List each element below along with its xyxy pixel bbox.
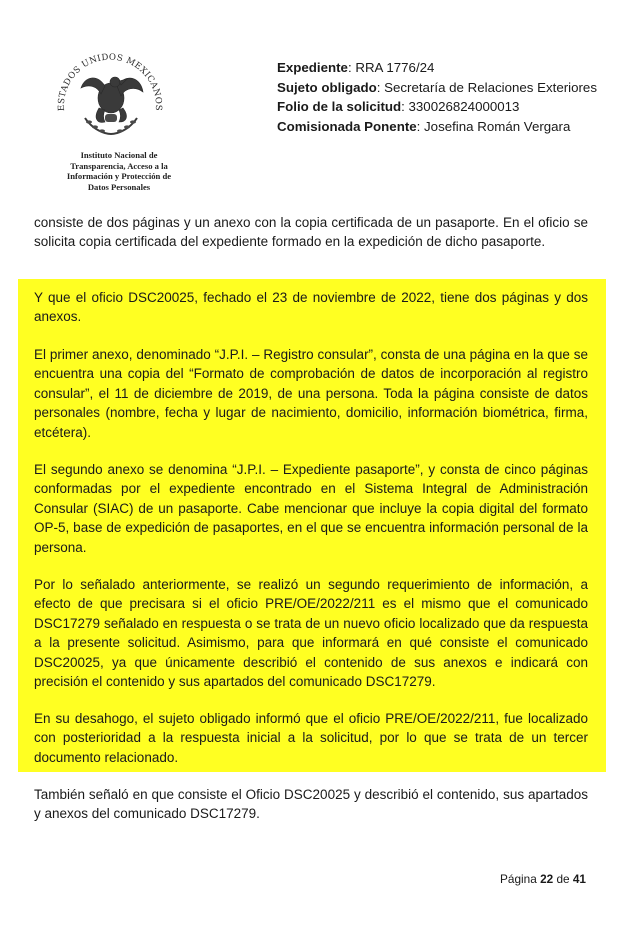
- comisionada-label: Comisionada Ponente: [277, 118, 417, 134]
- folio-value: : 330026824000013: [401, 99, 520, 114]
- page-number: [500, 872, 586, 886]
- comisionada-row: [277, 117, 599, 137]
- institute-name: [40, 150, 180, 192]
- expediente-row: [277, 58, 599, 78]
- expediente-label: Expediente: [277, 60, 348, 75]
- paragraph-oficio-dsc20025: Y que el oficio DSC20025, fechado el 23 de noviembre de 2022, tiene dos páginas y dos anexos.: [34, 290, 588, 325]
- case-metadata: [277, 58, 599, 136]
- comisionada-value: : Josefina Román Vergara: [416, 118, 571, 134]
- seal-motto: ESTADOS UNIDOS MEXICANOS: [56, 52, 164, 112]
- institute-line: Instituto Nacional de: [80, 150, 158, 160]
- sujeto-obligado-row: [277, 78, 599, 98]
- page-of: de: [556, 872, 570, 886]
- paragraph-desahogo: En su desahogo, el sujeto obligado informó que el oficio PRE/OE/2022/211, fue localizado con posterioridad a la respuesta inicial a la solicitud, por lo que se trata de un tercer documento relacionado.: [34, 711, 588, 765]
- expediente-value: : RRA 1776/24: [347, 60, 435, 75]
- mexican-coat-of-arms-seal: [45, 48, 175, 148]
- page-word: Página: [500, 872, 537, 886]
- paragraph-primer-anexo: El primer anexo, denominado “J.P.I. – Registro consular”, consta de una página en la que se encuentra una copia del “Formato de comprobación de datos de incorporación al registro consular”, el 11 de diciembre de 2019, de una persona. Toda la página consiste de datos personales (nombre, fecha y lugar de nacimiento, domicilio, información biométrica, firma, etcétera).: [34, 347, 588, 440]
- page-current: 22: [540, 872, 554, 886]
- paragraph-intro: consiste de dos páginas y un anexo con la copia certificada de un pasaporte. En el oficio se solicita copia certificada del expediente formado en la expedición de dicho pasaporte.: [34, 215, 588, 250]
- paragraph-oficio-descripcion: También señaló en que consiste el Oficio DSC20025 y describió el contenido, sus apartados y anexos del comunicado DSC17279.: [34, 787, 588, 822]
- folio-row: [277, 97, 599, 117]
- institute-line: Información y Protección de: [66, 171, 172, 182]
- sujeto-obligado-value: : Secretaría de Relaciones Exteriores: [376, 79, 597, 95]
- institute-line: Datos Personales: [87, 181, 151, 192]
- folio-label: Folio de la solicitud: [277, 99, 402, 114]
- paragraph-requerimiento: Por lo señalado anteriormente, se realizó un segundo requerimiento de información, a efecto de que precisara si el oficio PRE/OE/2022/211 es el mismo que el comunicado DSC17279 señalado en respuesta o se trata de un nuevo oficio localizado que da respuesta a la presente solicitud. Asimismo, para que informará en qué consiste el comunicado DSC20025, ya que únicamente describió el contenido de sus anexos e indicará con precisión el contenido y sus apartados del comunicado DSC17279.: [34, 577, 588, 690]
- page-total: 41: [572, 872, 586, 886]
- paragraph-segundo-anexo: El segundo anexo se denomina “J.P.I. – Expediente pasaporte”, y consta de cinco páginas conformadas por el expediente encontrado en el Sistema Integral de Administración Consular (SIAC) de un pasaporte. Cabe mencionar que incluye la copia digital del formato OP-5, base de expedición de pasaportes, en el que se encuentra información personal de la persona.: [34, 462, 588, 555]
- institution-seal-block: [40, 48, 180, 192]
- institute-line: Transparencia, Acceso a la: [70, 160, 168, 171]
- sujeto-obligado-label: Sujeto obligado: [277, 79, 377, 95]
